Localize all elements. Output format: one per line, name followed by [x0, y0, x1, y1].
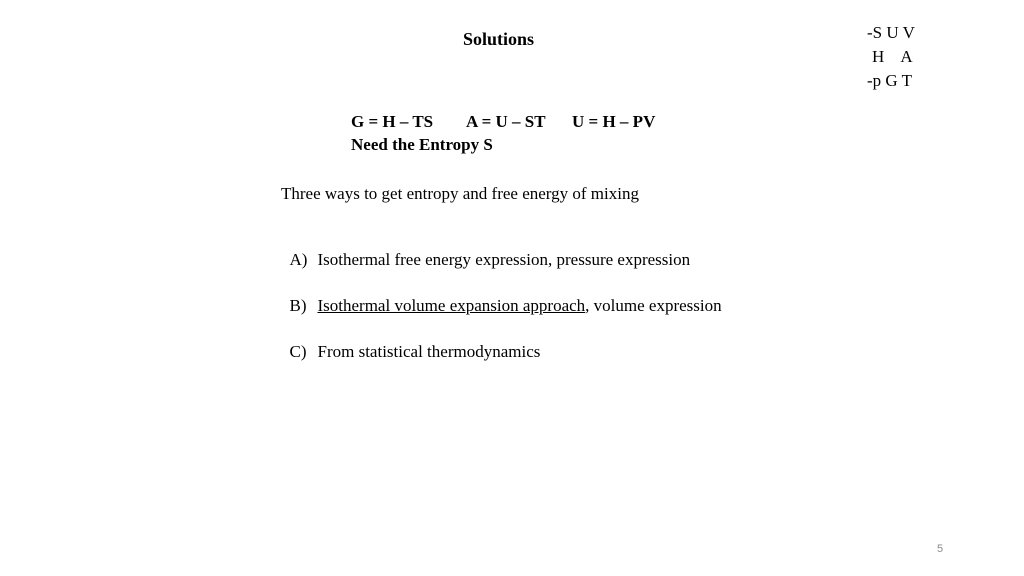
square-row-middle: H A — [872, 47, 913, 66]
list-marker: B) — [289, 296, 307, 315]
helmholtz-equation: A = U – ST — [466, 112, 546, 131]
list-item-text: , volume expression — [585, 296, 722, 315]
list-marker: C) — [289, 342, 307, 361]
square-row-bottom: -p G T — [867, 71, 913, 90]
internal-energy-equation: U = H – PV — [572, 112, 656, 131]
list-item-text: Isothermal free energy expression, pressure expression — [317, 250, 691, 269]
square-row-top: -S U V — [867, 23, 915, 42]
slide-number: 5 — [937, 543, 944, 555]
list-item-b — [281, 276, 722, 316]
list-item-underlined-text: Isothermal volume expansion approach — [317, 296, 586, 315]
intro-text: Three ways to get entropy and free energy of mixing — [281, 184, 639, 203]
list-item-text: From statistical thermodynamics — [317, 342, 541, 361]
entropy-note: Need the Entropy S — [351, 135, 493, 154]
list-marker: A) — [289, 250, 308, 269]
gibbs-equation: G = H – TS — [351, 112, 434, 131]
slide-title: Solutions — [463, 29, 535, 49]
list-item-c — [281, 322, 540, 362]
list-item-a — [281, 230, 690, 270]
